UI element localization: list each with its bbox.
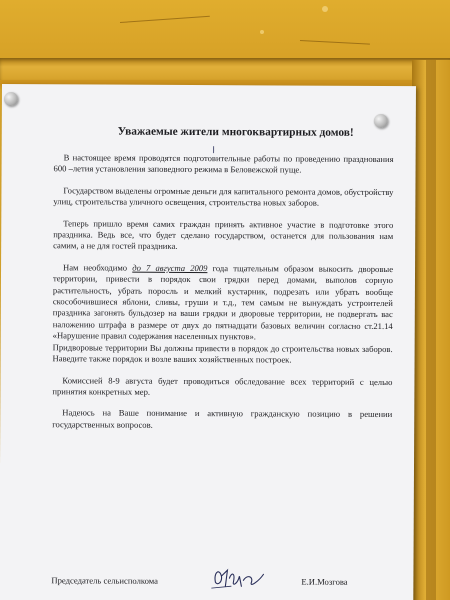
paragraph-funding: Государством выделены огромные деньги для капитального ремонта домов, обустройству улиц, строительства уличного освещения, строительства новых заборов.	[53, 185, 394, 208]
paragraph-preparation: В настоящее время проводятся подготовительные работы по проведению празднования 600 –летия установления заповедного режима в Беловежской пуще.	[53, 152, 394, 175]
notice-sheet	[0, 84, 416, 600]
paint-spot	[260, 30, 264, 34]
notice-title: Уважаемые жители многоквартирных домов!	[117, 125, 354, 139]
signer-name: Е.И.Мозгова	[301, 576, 348, 587]
paragraph-requirements	[53, 262, 393, 344]
paragraph-closing: Надеюсь на Ваше понимание и активную гражданскую позицию в решении государственных вопросов.	[52, 407, 393, 430]
paragraph-participation: Теперь пришло время самих граждан принять активное участие в подготовке этого праздника. Ведь все, что будет сделано государством, останется для пользования нам самим, а не для гостей праздника.	[53, 217, 394, 252]
requirements-text: года тщательным образом выкосить дворовые территории, привести в порядок свои грядки перед домами, выполов сорную растительность, убрать поросль и мелкий кустарник, подрезать или убрать вообще скособочившиеся яблони, сливы, груши и т.д., тем самым не вынуждать устроителей праздника загонять бульдозер на ваши грядки и дворовые территории, не подвергать вас наложению штрафа в размере от двух до пятнадцати базовых величин согласно ст.21.14 «Нарушение правил содержания населенных пунктов».	[52, 262, 394, 342]
signer-position: Председатель сельисполкома	[51, 575, 159, 586]
requirements-intro: Нам необходимо	[63, 262, 133, 273]
notice-body	[51, 124, 394, 587]
paragraph-inspection: Комиссией 8-9 августа будет проводиться обследование всех территорий с целью принятия конкретных мер.	[52, 374, 393, 397]
door-frame-groove	[426, 60, 436, 600]
pushpin-icon	[4, 92, 18, 106]
paragraph-fences: Придворовые территории Вы должны привести в порядок до строительства новых заборов. Наведите также порядок и возле ваших хозяйственных построек.	[52, 341, 393, 365]
paint-spot	[322, 6, 328, 12]
handwritten-signature	[209, 562, 265, 592]
door-frame-top	[0, 58, 450, 80]
signature-block	[51, 575, 391, 599]
deadline-date: до 7 августа 2009	[132, 262, 208, 273]
